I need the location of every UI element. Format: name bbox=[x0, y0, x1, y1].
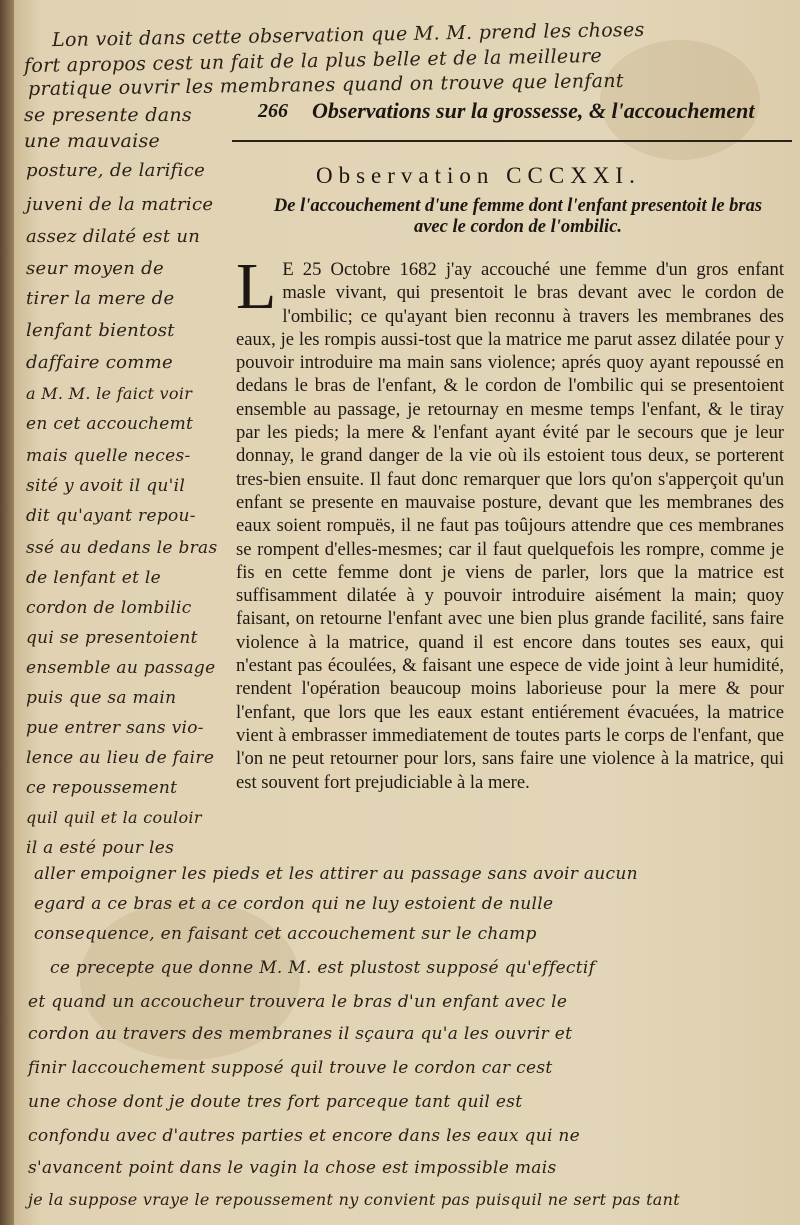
margin-note: lence au lieu de faire bbox=[26, 748, 215, 768]
margin-note: cordon de lombilic bbox=[26, 598, 192, 618]
margin-note: pue entrer sans vio- bbox=[26, 718, 204, 738]
annotation-bottom-line: consequence, en faisant cet accouchement sur le champ bbox=[34, 924, 537, 944]
annotation-top-line: fort apropos cest un fait de la plus belle et de la meilleure bbox=[23, 44, 603, 78]
page-number: 266 bbox=[258, 100, 288, 122]
annotation-bottom-line: egard a ce bras et a ce cordon qui ne luy estoient de nulle bbox=[34, 894, 554, 914]
annotation-bottom-line: finir laccouchement supposé quil trouve le cordon car cest bbox=[28, 1058, 553, 1078]
observation-title: Observation CCCXXI. bbox=[316, 163, 641, 188]
margin-note: ensemble au passage bbox=[26, 658, 216, 678]
subtitle-line: avec le cordon de l'ombilic. bbox=[413, 217, 623, 237]
margin-note: a M. M. le faict voir bbox=[26, 384, 193, 403]
annotation-bottom-line: ce precepte que donne M. M. est plustost supposé qu'effectif bbox=[50, 958, 596, 978]
margin-note: en cet accouchemt bbox=[26, 414, 194, 434]
annotation-bottom-line: et quand un accoucheur trouvera le bras d'un enfant avec le bbox=[28, 992, 568, 1012]
annotation-bottom-line: je la suppose vraye le repoussement ny convient pas puisquil ne sert pas tant bbox=[28, 1190, 680, 1209]
margin-note: ssé au dedans le bras bbox=[26, 538, 218, 558]
margin-note: de lenfant et le bbox=[26, 568, 161, 588]
margin-note: il a esté pour les bbox=[26, 838, 175, 858]
margin-note: posture, de larifice bbox=[26, 160, 206, 181]
annotation-bottom-line: aller empoigner les pieds et les attirer au passage sans avoir aucun bbox=[34, 864, 638, 884]
margin-note: ce repoussement bbox=[26, 778, 178, 798]
margin-note: juveni de la matrice bbox=[26, 194, 214, 215]
header-rule bbox=[232, 140, 792, 142]
margin-note: dit qu'ayant repou- bbox=[26, 506, 196, 526]
margin-note: sité y avoit il qu'il bbox=[26, 476, 186, 496]
margin-note: puis que sa main bbox=[26, 688, 177, 708]
observation-body bbox=[236, 250, 784, 794]
margin-note: assez dilaté est un bbox=[26, 226, 201, 247]
body-text: E 25 Octobre 1682 j'ay accouché une femme d'un gros enfant masle vivant, qui presentoit le bras devant avec le cordon de l'ombilic; ce qu'ayant bien reconnu à travers les membranes des eaux, je les rompis aussi-tost que la matrice me parut assez dilatée pour y pouvoir introduire ma main sans violence; aprés quoy ayant repoussé en dedans le bras de l'enfant, & le cordon de l'ombilic qui se presentoient ensemble au passage, je retournay en mesme temps l'enfant, & le tiray par les pieds; la mere & l'enfant ayant évité par le secours que je leur donnay, le grand danger de la vie où ils estoient tous deux, se porterent tres-bien ensuite. Il faut donc remarquer que lors qu'on s'apperçoit qu'un enfant se presente en mauvaise posture, devant que les membranes des eaux soient rompuës, il ne faut pas toûjours attendre que ces membranes se rompent d'elles-mesmes; car il faut quelquefois les rompre, comme je fis en cette femme dont je viens de parler, lors que la matrice est suffisamment dilatée à y pouvoir introduire aisément la main; quoy faisant, on retourne l'enfant avec une bien plus grande facilité, sans faire violence à la matrice, quand il est encore dans toutes ses eaux, qui n'estant pas écoulées, & faisant une espece de vide joint à leur humidité, rendent l'opération beaucoup moins laborieuse pour la mere & pour l'enfant, que lors que les eaux estant entiérement évacuées, la matrice vient à embrasser immediatement de toutes parts le corps de l'enfant, que l'on ne peut retourner pour lors, sans faire une violence à la matrice, qui est souvent fort prejudiciable à la mere. bbox=[236, 259, 784, 793]
margin-note: qui se presentoient bbox=[26, 628, 198, 648]
margin-note: seur moyen de bbox=[26, 258, 164, 279]
annotation-bottom-line: confondu avec d'autres parties et encore dans les eaux qui ne bbox=[28, 1126, 581, 1146]
running-title: Observations sur la grossesse, & l'accouchement bbox=[312, 98, 755, 123]
margin-note: quil quil et la couloir bbox=[26, 808, 202, 827]
annotation-top-line: Lon voit dans cette observation que M. M. prend les choses bbox=[51, 18, 645, 52]
annotation-bottom-line: cordon au travers des membranes il sçaura qu'a les ouvrir et bbox=[28, 1024, 573, 1044]
margin-note: lenfant bientost bbox=[26, 320, 175, 341]
margin-note: tirer la mere de bbox=[26, 288, 175, 309]
observation-subtitle bbox=[258, 196, 778, 238]
annotation-top-line: une mauvaise bbox=[24, 130, 161, 152]
margin-note: daffaire comme bbox=[26, 352, 173, 373]
annotation-top-line: se presente dans bbox=[24, 104, 192, 126]
drop-cap: L bbox=[236, 250, 277, 323]
book-binding bbox=[0, 0, 14, 1225]
annotation-bottom-line: s'avancent point dans le vagin la chose est impossible mais bbox=[28, 1158, 557, 1178]
subtitle-line: De l'accouchement d'une femme dont l'enfant presentoit le bras bbox=[273, 196, 763, 216]
annotation-bottom-line: une chose dont je doute tres fort parceque tant quil est bbox=[28, 1092, 523, 1112]
annotation-top-line: pratique ouvrir les membranes quand on trouve que lenfant bbox=[27, 69, 624, 101]
margin-note: mais quelle neces- bbox=[26, 446, 191, 466]
